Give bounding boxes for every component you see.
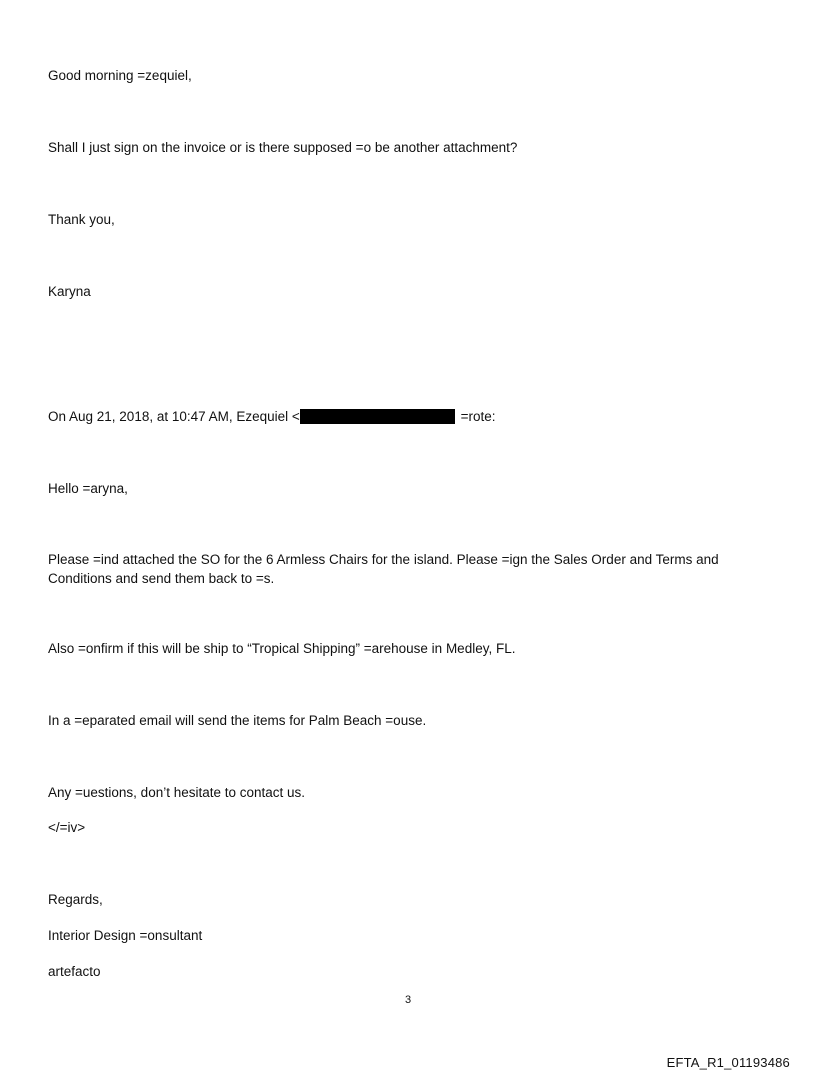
question-line: Shall I just sign on the invoice or is there supposed =o be another attachment? [48,140,518,155]
thanks-line: Thank you, [48,212,115,227]
reply-paragraph-2: Also =onfirm if this will be ship to “Tropical Shipping” =arehouse in Medley, FL. [48,641,516,656]
reply-paragraph-4: Any =uestions, don’t hesitate to contact us. [48,785,306,800]
quoted-header-prefix: On Aug 21, 2018, at 10:47 AM, Ezequiel < [48,409,300,424]
document-id: EFTA_R1_01193486 [666,1055,790,1070]
reply-greeting-line: Hello =aryna, [48,481,128,496]
sender-signature-name: Karyna [48,284,91,299]
reply-paragraph-1: Please =ind attached the SO for the 6 Armless Chairs for the island. Please =ign the Sales Order and Terms and Conditions and send them back to =s. [48,552,719,586]
page-number: 3 [404,994,412,1006]
html-fragment-line: </=iv> [48,820,86,835]
redaction-block [300,409,455,424]
greeting-line: Good morning =zequiel, [48,68,192,83]
job-title-line: Interior Design =onsultant [48,928,203,943]
quoted-header-suffix: =rote: [456,409,496,424]
company-line: artefacto [48,964,101,979]
reply-paragraph-3: In a =eparated email will send the items for Palm Beach =ouse. [48,713,427,728]
regards-line: Regards, [48,892,103,907]
quoted-header-line [48,407,495,426]
